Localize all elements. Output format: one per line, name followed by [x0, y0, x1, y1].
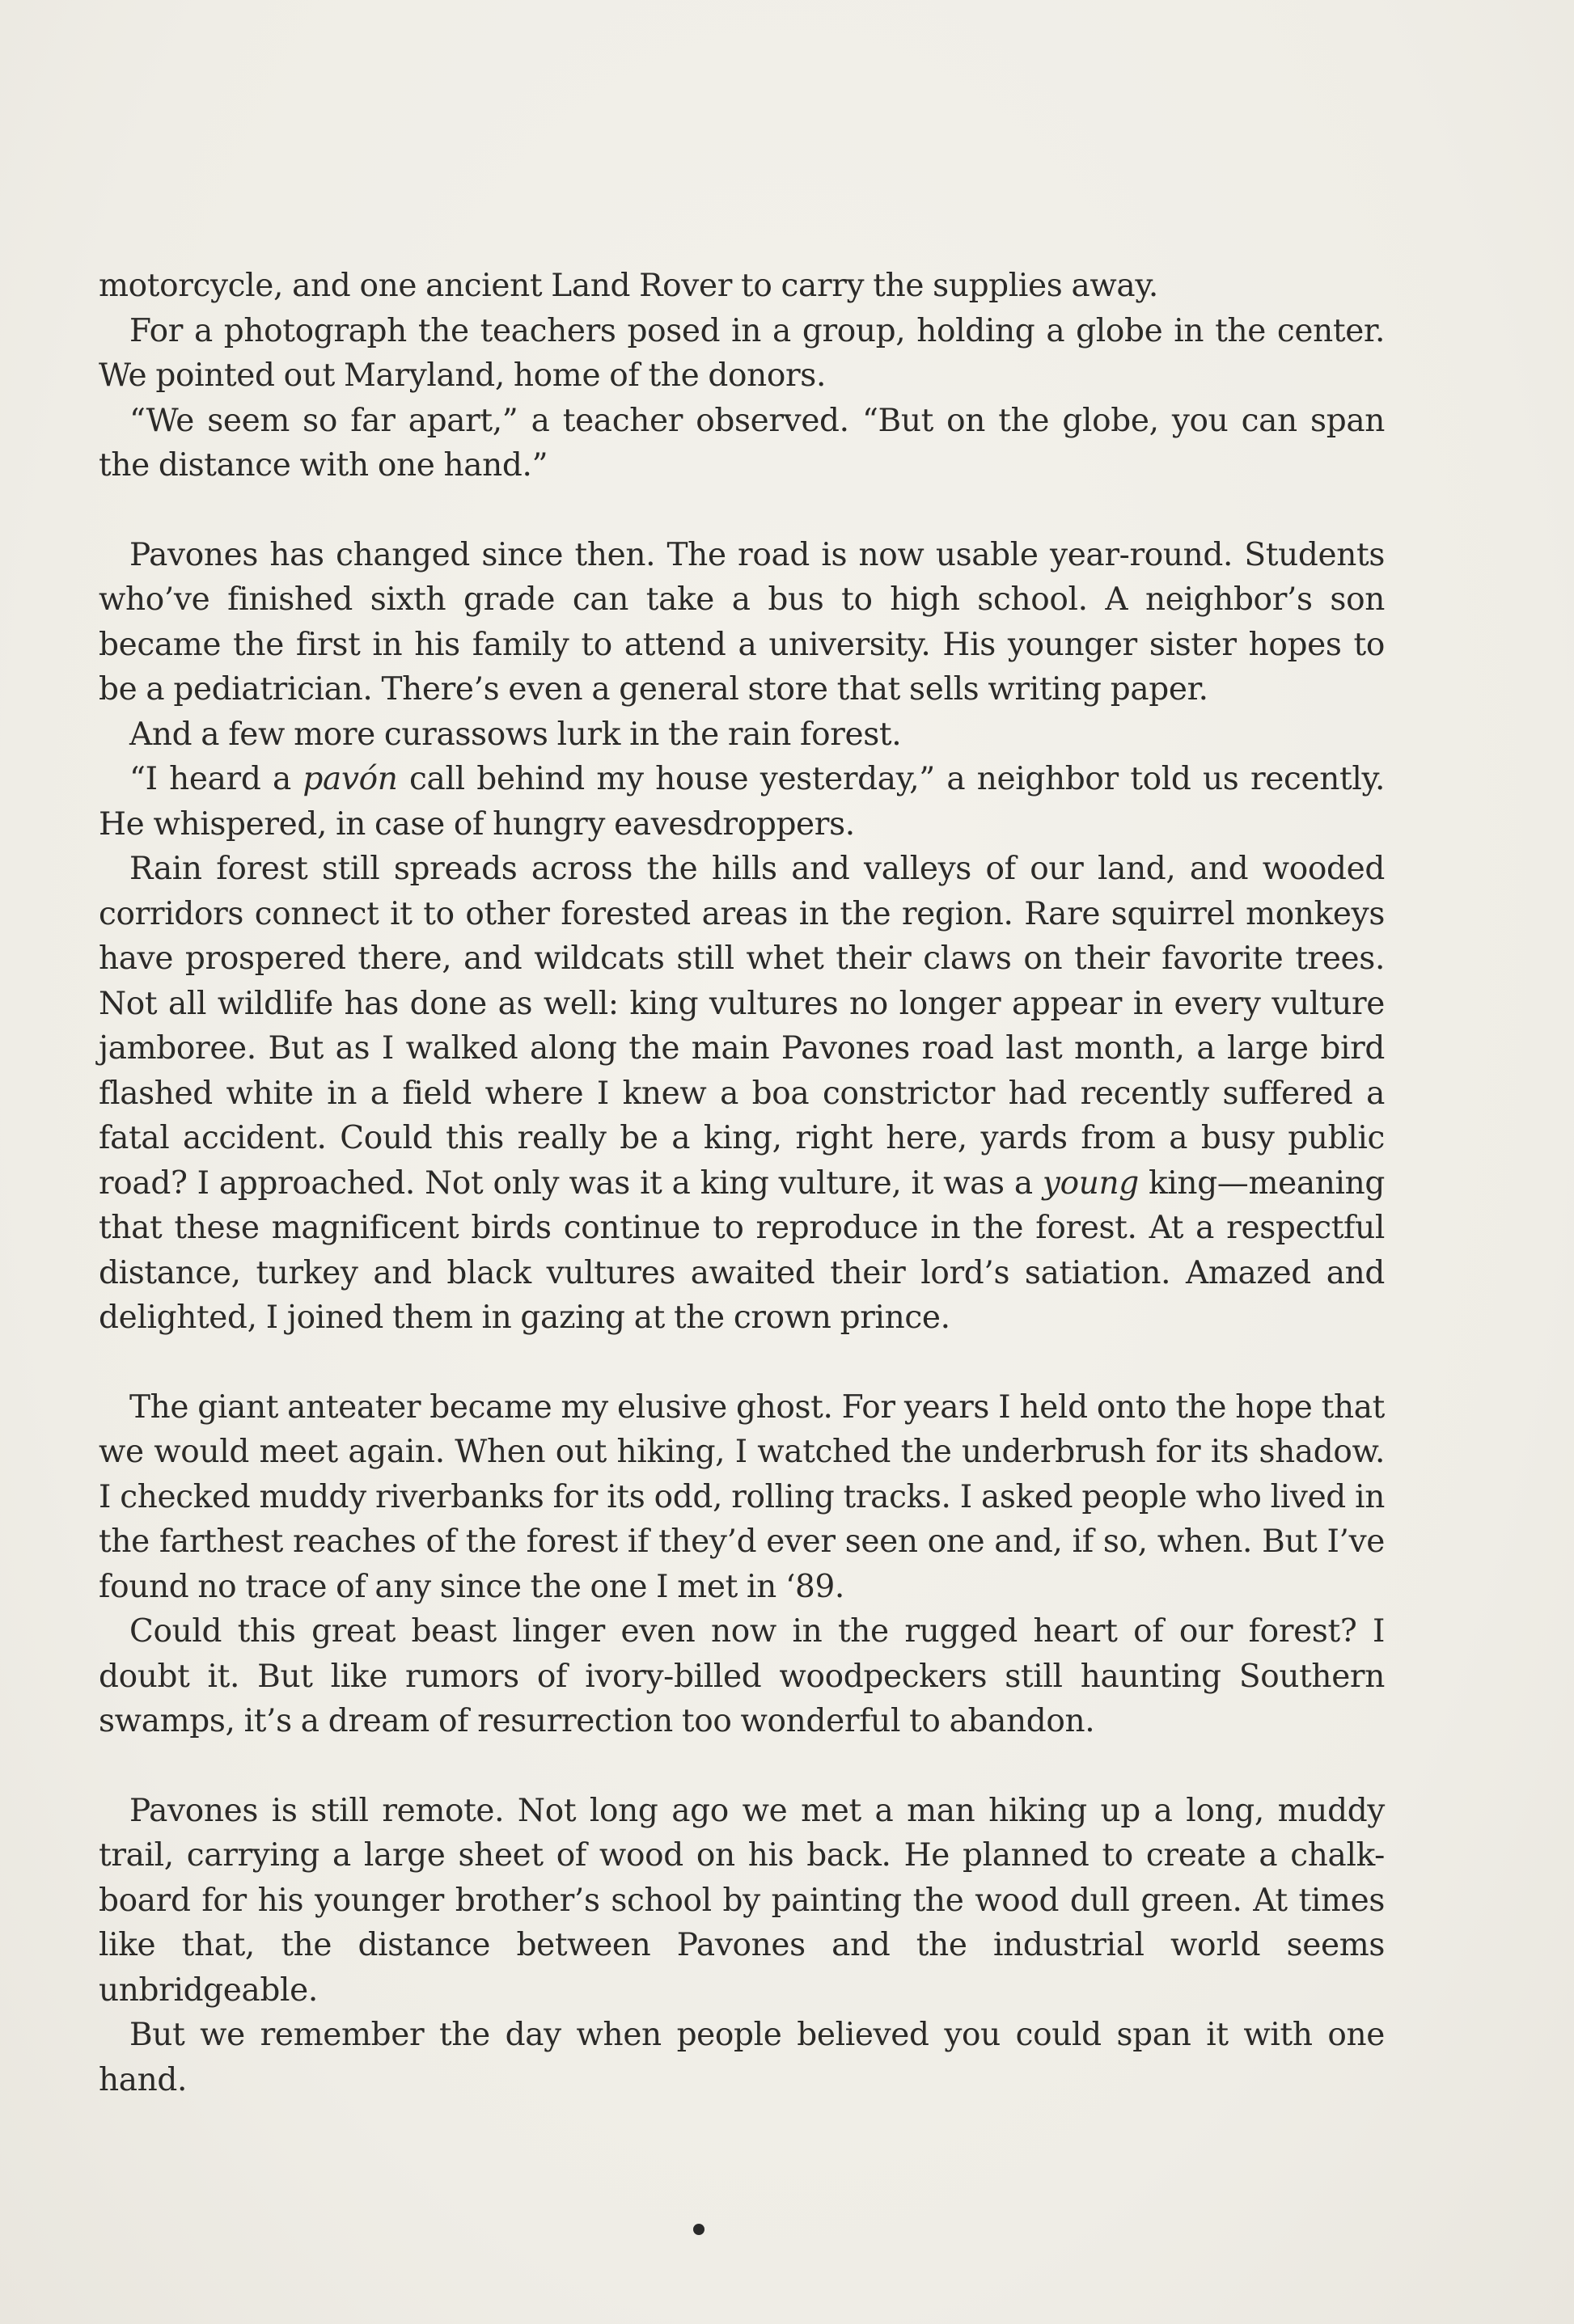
- paragraph: motorcycle, and one ancient Land Rover to carry the supplies away.: [99, 268, 1158, 304]
- italic-word: pavón: [303, 761, 398, 797]
- italic-word: young: [1042, 1164, 1139, 1202]
- paragraph: [99, 847, 1385, 1341]
- paragraph: [99, 757, 1385, 847]
- paragraph: But we remember the day when people believed you could span it with one hand.: [99, 2017, 1385, 2098]
- paragraph: “We seem so far apart,” a teacher observed. “But on the globe, you can span the distance with one hand.”: [99, 402, 1385, 484]
- bullet-dot-icon: [693, 2224, 704, 2235]
- paragraph: And a few more curassows lurk in the rain forest.: [129, 716, 902, 753]
- paragraph-text: king—meaning that these magnificent birds continue to reproduce in the forest. At a respectful distance, turkey and black vultures awaited their lord’s satiation. Amazed and delighted, I joined them in gazing at the crown prince.: [99, 1164, 1385, 1336]
- paragraph-text: Rain forest still spreads across the hills and valleys of our land, and wooded corridors connect it to other forested areas in the region. Rare squirrel monkeys have prospered there, and wildcats still whet their claws on their favorite trees. Not all wildlife has done as well: king vultures no longer appear in every vulture jamboree. But as I walked along the main Pavones road last month, a large bird flashed white in a field where I knew a boa constrictor had recently suffered a fatal accident. Could this really be a king, right here, yards from a busy public road? I approached. Not only was it a king vulture, it was a: [99, 851, 1385, 1202]
- paragraph-text: “I heard a: [129, 761, 303, 797]
- body-text: [99, 264, 1385, 2102]
- section-break: [99, 1341, 1385, 1385]
- paragraph-text: call behind my house yesterday,” a neighbor told us recently. He whispered, in case of hungry eavesdroppers.: [99, 761, 1385, 843]
- section-break: [99, 488, 1385, 533]
- section-break: [99, 1744, 1385, 1789]
- paragraph: Could this great beast linger even now in the rugged heart of our forest? I doubt it. But like rumors of ivory-billed woodpeckers still haunting Southern swamps, it’s a dream of resurrection too wonderful to abandon.: [99, 1613, 1385, 1739]
- paragraph: For a photograph the teachers posed in a group, holding a globe in the center. We pointed out Maryland, home of the donors.: [99, 312, 1385, 394]
- paragraph: Pavones is still remote. Not long ago we met a man hiking up a long, muddy trail, carrying a large sheet of wood on his back. He planned to create a chalk-board for his younger brother’s school by painting the wood dull green. At times like that, the distance between Pavones and the industrial world seems unbridgeable.: [99, 1792, 1385, 2009]
- paragraph: The giant anteater became my elusive ghost. For years I held onto the hope that we would meet again. When out hiking, I watched the underbrush for its shadow. I checked muddy riverbanks for its odd, rolling tracks. I asked people who lived in the farthest reaches of the forest if they’d ever seen one and, if so, when. But I’ve found no trace of any since the one I met in ‘89.: [99, 1388, 1385, 1605]
- paragraph: Pavones has changed since then. The road is now usable year-round. Students who’ve finished sixth grade can take a bus to high school. A neighbor’s son became the first in his family to attend a university. His younger sister hopes to be a pediatrician. There’s even a general store that sells writing paper.: [99, 536, 1385, 708]
